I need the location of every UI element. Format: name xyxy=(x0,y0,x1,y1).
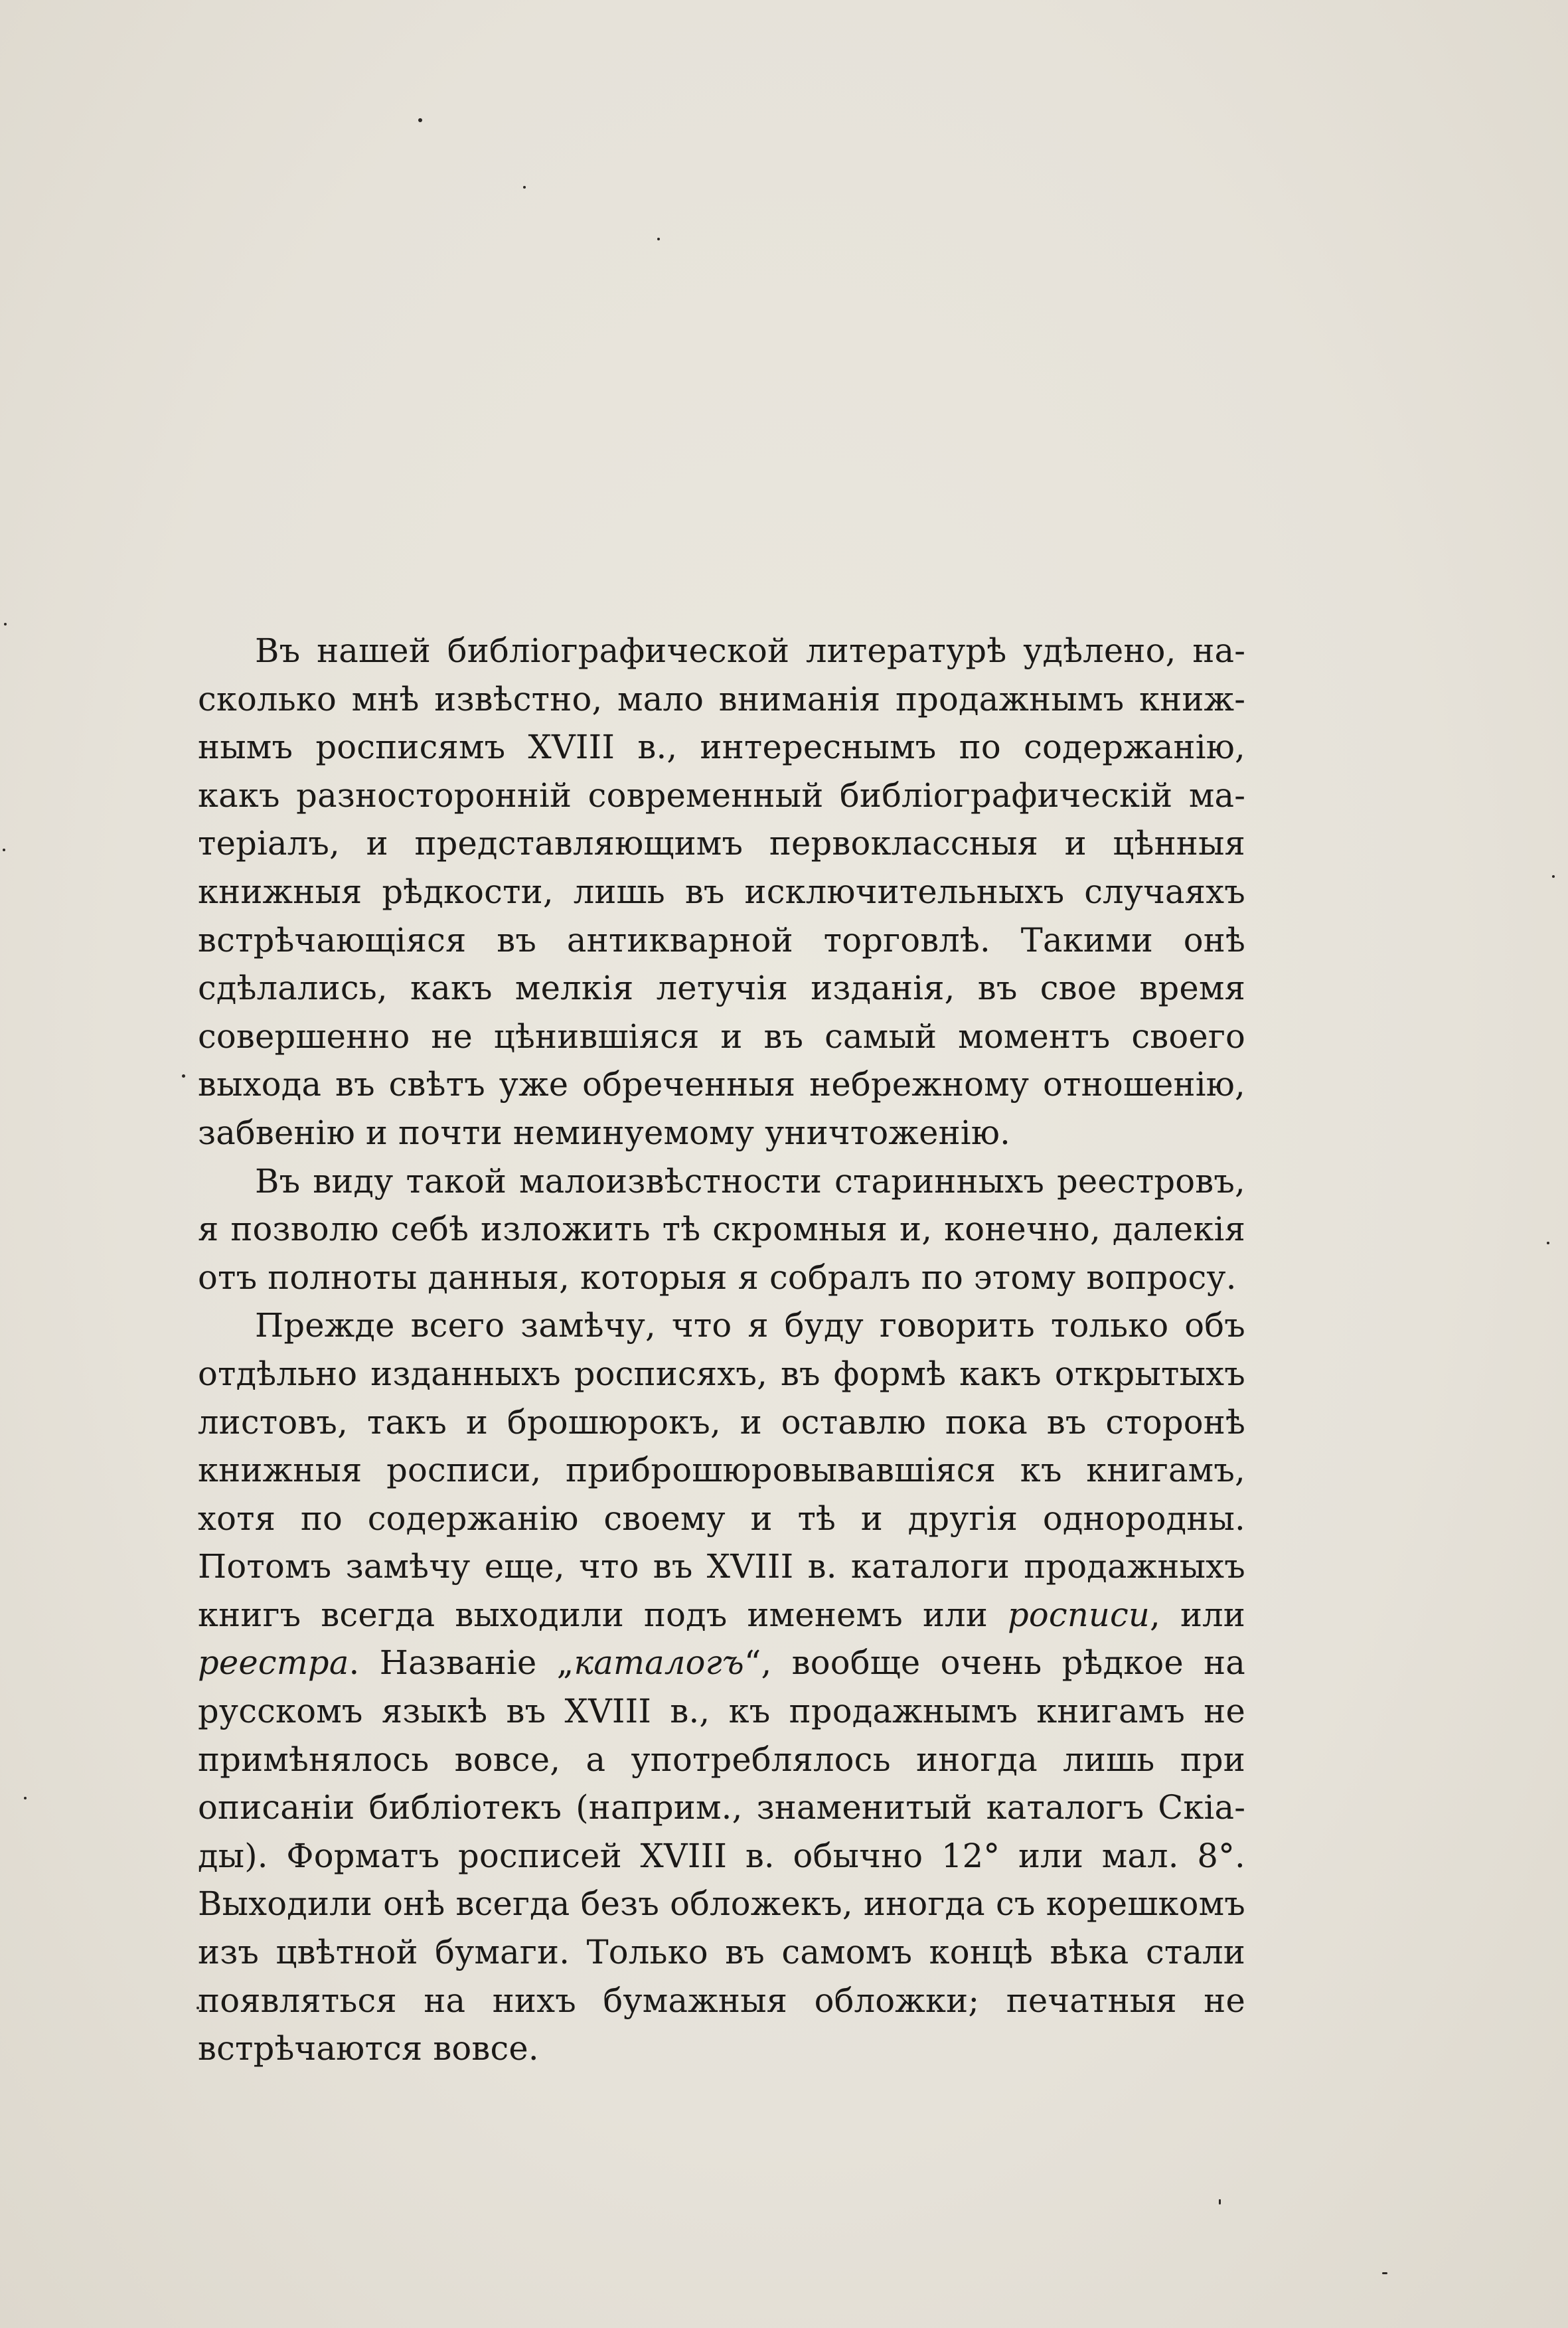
print-speck xyxy=(523,186,526,189)
paragraph-2 xyxy=(198,1157,1245,1302)
body-text xyxy=(198,627,1245,2073)
print-speck xyxy=(1552,875,1555,878)
paragraph-2-text: Въ виду такой малоизвѣстности старинныхъ реестровъ, я позволю себѣ изложить тѣ скромныя и, конечно, далекія отъ полноты данныя, которыя я собралъ по этому вопросу. xyxy=(198,1161,1245,1297)
print-speck xyxy=(182,1074,185,1078)
print-speck xyxy=(1382,2272,1387,2274)
paragraph-3-text: , или xyxy=(1150,1595,1245,1634)
print-speck xyxy=(3,849,5,851)
paragraph-3-text: Прежде всего замѣчу, что я буду говорить только объ отдѣльно изданныхъ росписяхъ, въ формѣ какъ открытыхъ листовъ, такъ и брошюрокъ, и оставлю пока въ сторонѣ книжныя росписи, приброшюровывавшіяся къ книгамъ, хотя по содержанію своему и тѣ и другія однородны. Потомъ замѣчу еще, что въ XVIII в. каталоги продажныхъ книгъ всегда выходили подъ именемъ или xyxy=(198,1306,1245,1634)
paragraph-3-text: . Названіе „ xyxy=(349,1643,574,1683)
print-speck xyxy=(418,118,422,122)
paragraph-1 xyxy=(198,627,1245,1157)
print-speck xyxy=(1547,1242,1549,1244)
paragraph-3-text: “, вообще очень рѣдкое на русскомъ языкѣ въ XVIII в., къ продажнымъ книгамъ не примѣнялось вовсе, а употреблялось иногда лишь при описаніи библіотекъ (наприм., знаменитый каталогъ Скіады). Форматъ росписей XVIII в. обычно 12° или мал. 8°. Выходили онѣ всегда безъ обложекъ, иногда съ корешкомъ изъ цвѣтной бумаги. Только въ самомъ концѣ вѣка стали появляться на нихъ бумажныя обложки; печатныя не встрѣчаются вовсе. xyxy=(198,1643,1245,2068)
paragraph-3 xyxy=(198,1301,1245,2073)
paragraph-1-text: Въ нашей библіографической литературѣ удѣлено, насколько мнѣ извѣстно, мало вниманія продажнымъ книжнымъ росписямъ XVIII в., интереснымъ по содержанію, какъ разносторонній современный библіографическій матеріалъ, и представляющимъ первоклассныя и цѣнныя книжныя рѣдкости, лишь въ исключительныхъ случаяхъ встрѣчающіяся въ антикварной торговлѣ. Такими онѣ сдѣлались, какъ мелкія летучія изданія, въ свое время совершенно не цѣнившіяся и въ самый моментъ своего выхода въ свѣтъ уже обреченныя небрежному отношенію, забвенію и почти неминуемому уничтоженію. xyxy=(198,631,1245,1152)
italic-term-rospisi: росписи xyxy=(1008,1595,1150,1634)
print-speck xyxy=(4,623,7,625)
italic-term-katalog: каталогъ xyxy=(574,1643,744,1683)
print-speck xyxy=(24,1797,27,1799)
print-speck xyxy=(1219,2199,1221,2204)
print-speck xyxy=(657,238,660,240)
italic-term-reestra: реестра xyxy=(198,1643,349,1683)
